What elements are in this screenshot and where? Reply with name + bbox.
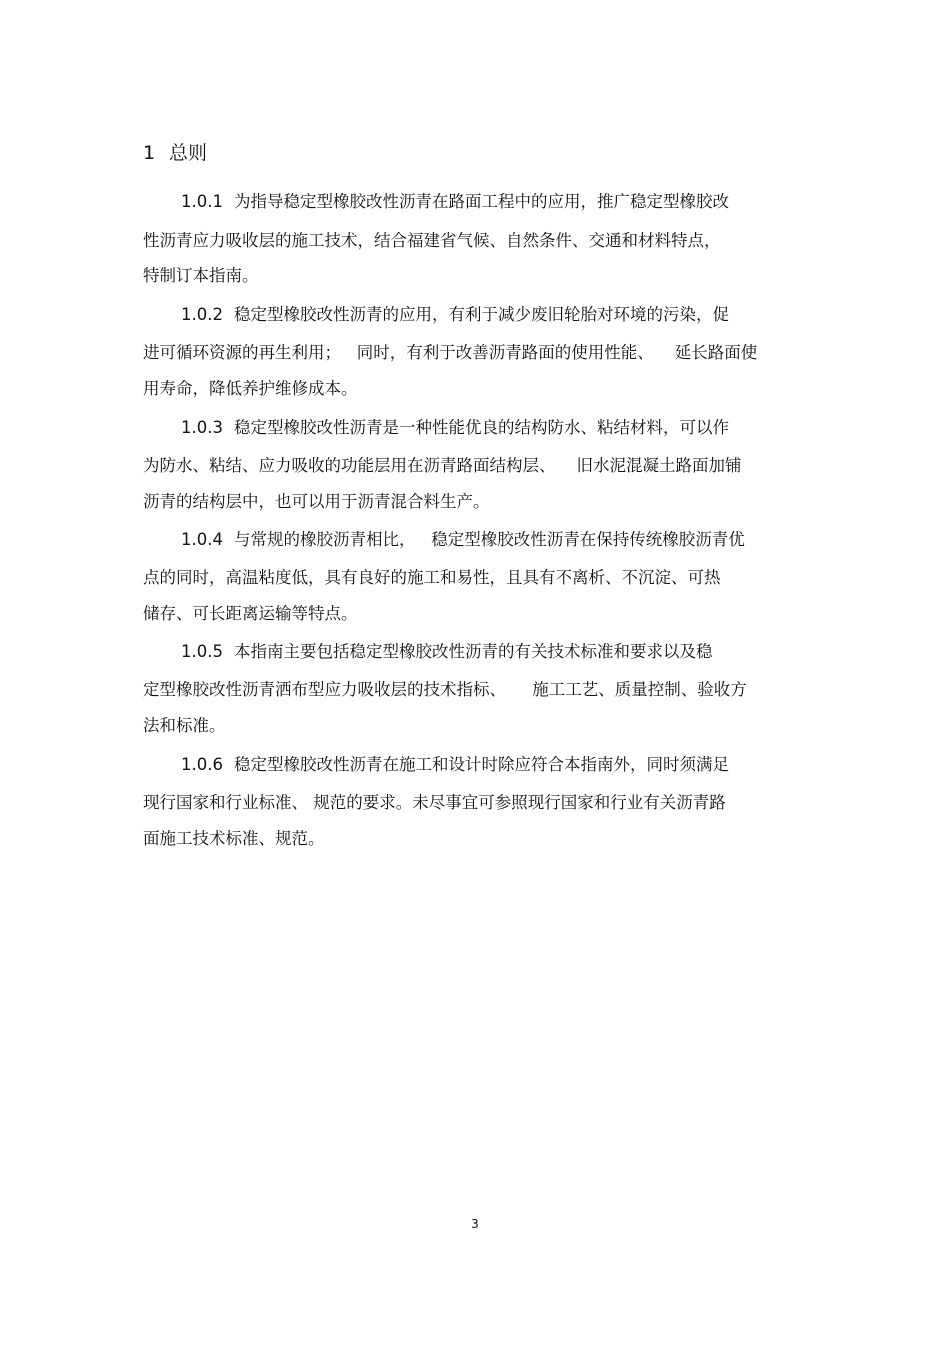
paragraph-line: 用寿命，降低养护维修成本。: [143, 379, 358, 398]
page-number: 3: [471, 1217, 479, 1231]
paragraph-line: 法和标准。: [143, 716, 226, 735]
clause-number: 1.0.2: [181, 305, 223, 324]
section-title: 总则: [169, 142, 208, 164]
paragraph-line: 1.0.3 稳定型橡胶改性沥青是一种性能优良的结构防水、粘结材料，可以作: [181, 418, 729, 437]
paragraph-line: 1.0.4 与常规的橡胶沥青相比， 稳定型橡胶改性沥青在保持传统橡胶沥青优: [181, 530, 745, 549]
paragraph-line: 1.0.5 本指南主要包括稳定型橡胶改性沥青的有关技术标准和要求以及稳: [181, 642, 713, 661]
paragraph-line: 1.0.6 稳定型橡胶改性沥青在施工和设计时除应符合本指南外，同时须满足: [181, 755, 729, 774]
clause-number: 1.0.6: [181, 755, 223, 774]
paragraph-line: 储存、可长距离运输等特点。: [143, 604, 358, 623]
paragraph-line: 点的同时，高温粘度低，具有良好的施工和易性，且具有不离析、不沉淀、可热: [143, 568, 721, 587]
paragraph-line: 面施工技术标准、规范。: [143, 829, 325, 848]
section-heading: [143, 140, 207, 166]
paragraph-line: 性沥青应力吸收层的施工技术，结合福建省气候、自然条件、交通和材料特点，: [143, 231, 721, 250]
paragraph-line: 特制订本指南。: [143, 266, 259, 285]
paragraph-line: 定型橡胶改性沥青洒布型应力吸收层的技术指标、 施工工艺、质量控制、验收方: [143, 680, 747, 699]
section-number: 1: [143, 142, 156, 164]
clause-number: 1.0.4: [181, 530, 223, 549]
clause-number: 1.0.3: [181, 418, 223, 437]
paragraph-line: 1.0.2 稳定型橡胶改性沥青的应用，有利于减少废旧轮胎对环境的污染，促: [181, 305, 729, 324]
paragraph-line: 沥青的结构层中，也可以用于沥青混合料生产。: [143, 492, 490, 511]
clause-number: 1.0.5: [181, 642, 223, 661]
paragraph-line: 现行国家和行业标准、 规范的要求。未尽事宜可参照现行国家和行业有关沥青路: [143, 793, 726, 812]
paragraph-line: 为防水、粘结、应力吸收的功能层用在沥青路面结构层、 旧水泥混凝土路面加铺: [143, 456, 742, 475]
paragraph-line: 1.0.1 为指导稳定型橡胶改性沥青在路面工程中的应用，推广稳定型橡胶改: [181, 192, 729, 211]
paragraph-line: 进可循环资源的再生利用； 同时，有利于改善沥青路面的使用性能、 延长路面使: [143, 343, 758, 362]
clause-number: 1.0.1: [181, 192, 223, 211]
